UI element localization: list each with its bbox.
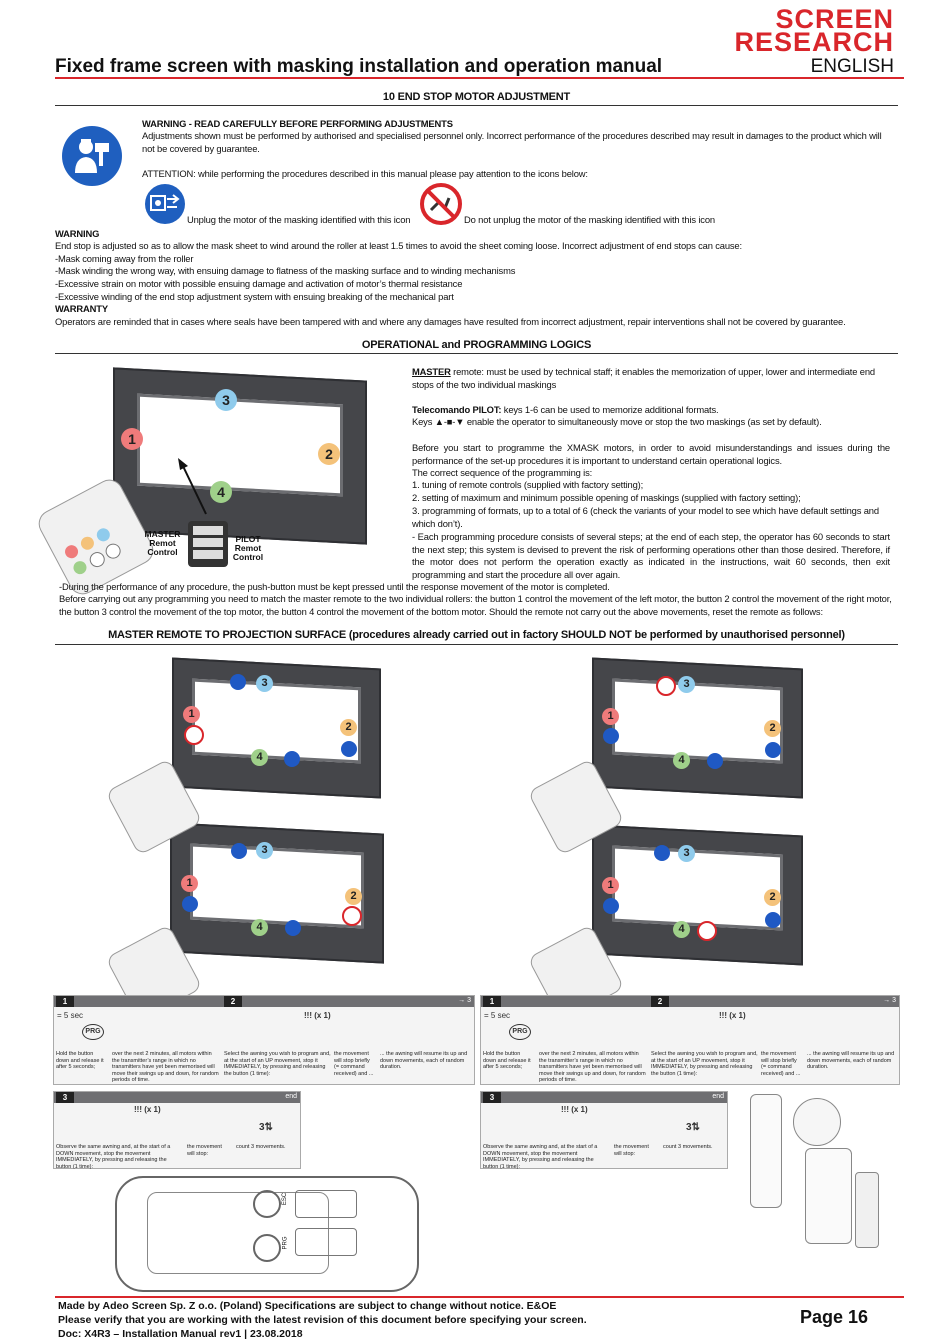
- section-rule: [55, 105, 898, 106]
- d3-badge-2: 2: [345, 888, 362, 905]
- master-remote-rule: [55, 644, 898, 645]
- step-3-label: 3: [56, 1092, 74, 1103]
- logics-title: OPERATIONAL and PROGRAMMING LOGICS: [361, 339, 592, 351]
- motor-unplug-icon: [707, 753, 723, 769]
- end-label: end: [712, 1093, 724, 1100]
- header-divider: [55, 77, 904, 79]
- document-title: Fixed frame screen with masking installation and operation manual: [55, 56, 663, 77]
- goto-step-3: → 3: [458, 997, 471, 1004]
- d1-do-not-unplug-icon: [184, 725, 204, 745]
- motor-unplug-icon: [285, 920, 301, 936]
- remote-key-2: [79, 534, 97, 552]
- master-text: remote: must be used by technical staff; it enables the memorization of upper, lower and intermediate end stops of the two individual maskings: [412, 366, 875, 390]
- d2-badge-4: 4: [673, 752, 690, 769]
- press-once-label: !!! (x 1): [134, 1105, 161, 1114]
- remote-side-image: [750, 1094, 782, 1208]
- before-programming-text: Before carrying out any programming you need to match the master remote to the two individual rollers: the button 1 control the movement of the left motor, the button 2 control the movement of the right motor, the button 3 control the movement of the top motor, the button 4 control the movement of the bottom motor. Should the remote not carry out the above movements, reset the remote as follows:: [59, 593, 892, 617]
- d4-badge-3: 3: [678, 845, 695, 862]
- d1-badge-1: 1: [183, 706, 200, 723]
- step-3-label: 3: [483, 1092, 501, 1103]
- step1-caption-b: over the next 2 minutes, all motors within the transmitter’s range in which no transmitters have yet been memorised will move their swings up and down, for random periods of time.: [112, 1051, 219, 1083]
- motor-unplug-icon: [341, 741, 357, 757]
- step2-caption-c: ... the awning will resume its up and down movements, each of random duration.: [807, 1051, 895, 1070]
- unplug-motor-icon: [143, 183, 187, 225]
- motor-badge-2: 2: [318, 443, 340, 465]
- remote-key-1: [63, 543, 81, 561]
- remote-clip-detail: [793, 1098, 841, 1146]
- language-label: ENGLISH: [810, 56, 894, 77]
- sequence-3: 3. programming of formats, up to a total of 6 (check the variants of your model to see which have default settings and which don’t).: [412, 505, 879, 529]
- warning-text: Adjustments shown must be performed by authorised and specialised personnel only. Incorrect performance of the procedures described may result in damages to the product which will not be covered by guarantee.: [142, 130, 882, 154]
- step-1-label: 1: [56, 996, 74, 1007]
- warranty-text: Operators are reminded that in cases where seals have been tampered with and where any damages have resulted from incorrect adjustment, repair interventions shall not be covered by guarantee.: [55, 316, 846, 327]
- warning2-intro: End stop is adjusted so as to allow the mask sheet to wind around the roller at least 1.5 times to avoid the sheet coming loose. Incorrect adjustment of end stops can cause:: [55, 240, 742, 251]
- motor-unplug-icon: [765, 912, 781, 928]
- logics-rule: [55, 353, 898, 354]
- each-step-text: - Each programming procedure consists of several steps; at the end of each step, the operator has 60 seconds to start the next step; this system is devised to prevent the risk of performing operations other than those desired. Therefore, if the motor does not perform the operation exactly as indicated in the instructions, wait 60 seconds, then exit programming and start the procedure all over again.: [412, 531, 890, 580]
- step-strip-3-left: [53, 1091, 301, 1169]
- motor-unplug-icon: [230, 674, 246, 690]
- five-seconds-label: = 5 sec: [484, 1011, 511, 1020]
- step1-caption-b: over the next 2 minutes, all motors within the transmitter’s range in which no transmitters have yet been memorised will move their swings up and down, for random periods of time.: [539, 1051, 646, 1083]
- motor-unplug-icon: [765, 742, 781, 758]
- press-once-label: !!! (x 1): [304, 1011, 331, 1020]
- master-paragraph: [412, 366, 890, 391]
- do-not-unplug-icon: [419, 182, 463, 226]
- d2-do-not-unplug-icon: [656, 676, 676, 696]
- step2-caption-a: Select the awning you wish to program and, at the start of an UP movement, stop it IMMEDIATELY, by pressing and releasing the button (1 time):: [651, 1051, 758, 1077]
- goto-step-3: → 3: [883, 997, 896, 1004]
- motor-unplug-icon: [603, 898, 619, 914]
- warranty-heading: WARRANTY: [55, 303, 108, 314]
- step2-caption-a: Select the awning you wish to program and, at the start of an UP movement, stop it IMMEDIATELY, by pressing and releasing the button (1 time):: [224, 1051, 331, 1077]
- sequence-text: The correct sequence of the programming is:: [412, 467, 593, 478]
- step3-caption-b: the movement will stop:: [187, 1144, 222, 1157]
- five-seconds-label: = 5 sec: [57, 1011, 84, 1020]
- step-strip-1-2-left: [53, 995, 475, 1085]
- pilot-remote-image: [188, 521, 228, 567]
- master-remote-title: MASTER REMOTE TO PROJECTION SURFACE (procedures already carried out in factory SHOULD NOT be performed by unauthorised personnel): [108, 629, 845, 641]
- page-number: Page 16: [799, 1307, 868, 1327]
- d1-badge-2: 2: [340, 719, 357, 736]
- press-once-label: !!! (x 1): [719, 1011, 746, 1020]
- count-three-label: 3⇅: [686, 1122, 700, 1133]
- d3-do-not-unplug-icon: [342, 906, 362, 926]
- motor-badge-4: 4: [210, 481, 232, 503]
- attention-text: ATTENTION: while performing the procedures described in this manual please pay attention to the icons below:: [142, 168, 588, 179]
- during-procedure-text: -During the performance of any procedure, the push-button must be kept pressed until the response movement of the motor is completed.: [59, 581, 610, 592]
- d3-badge-3: 3: [256, 842, 273, 859]
- end-label: end: [285, 1093, 297, 1100]
- d3-badge-1: 1: [181, 875, 198, 892]
- battery-cover-image: [855, 1172, 879, 1248]
- step-2-label: 2: [651, 996, 669, 1007]
- motor-badge-1: 1: [121, 428, 143, 450]
- step3-caption-a: Observe the same awning and, at the start of a DOWN movement, stop the movement IMMEDIATELY, by pressing and releasing the button (1 time):: [483, 1144, 598, 1170]
- d4-badge-2: 2: [764, 889, 781, 906]
- pilot-text: keys 1-6 can be used to memorize additional formats.: [501, 404, 719, 415]
- step3-caption-b: the movement will stop:: [614, 1144, 649, 1157]
- pilot-remote-label: PILOT Remot Control: [232, 534, 264, 562]
- step-strip-1-2-right: [480, 995, 900, 1085]
- step2-caption-c: ... the awning will resume its up and down movements, each of random duration.: [380, 1051, 468, 1070]
- d3-badge-4: 4: [251, 919, 268, 936]
- d1-badge-3: 3: [256, 675, 273, 692]
- footer-line-2: Please verify that you are working with the latest revision of this document before specifying your screen.: [58, 1314, 587, 1326]
- prg-button-icon: PRG: [82, 1024, 104, 1040]
- prg-button-icon: PRG: [509, 1024, 531, 1040]
- d4-badge-4: 4: [673, 921, 690, 938]
- d2-badge-2: 2: [764, 720, 781, 737]
- worker-warning-icon: [61, 125, 123, 187]
- step1-caption-a: Hold the button down and release it after 5 seconds;: [56, 1051, 104, 1070]
- motor-unplug-icon: [284, 751, 300, 767]
- bullet-4: -Excessive winding of the end stop adjustment system with ensuing breaking of the mechanical part: [55, 291, 454, 302]
- step-1-label: 1: [483, 996, 501, 1007]
- motor-unplug-icon: [182, 896, 198, 912]
- keys-text: Keys ▲-■-▼ enable the operator to simultaneously move or stop the two maskings (as set by default).: [412, 416, 822, 427]
- footer-divider: [55, 1296, 904, 1298]
- remote-key-6: [103, 541, 123, 561]
- brand-logo: [734, 4, 894, 57]
- prg-button-label: PRG: [282, 1236, 289, 1250]
- motor-unplug-icon: [603, 728, 619, 744]
- step2-caption-b: the movement will stop briefly (= command received) and ...: [761, 1051, 801, 1077]
- footer-line-1: Made by Adeo Screen Sp. Z o.o. (Poland) Specifications are subject to change without notice. E&OE: [58, 1300, 557, 1312]
- sequence-2: 2. setting of maximum and minimum possible opening of maskings (supplied with factory setting);: [412, 492, 801, 503]
- step3-caption-c: count 3 movements.: [236, 1144, 286, 1150]
- esc-button-label: ESC: [282, 1192, 289, 1206]
- remote-key-5: [87, 549, 107, 569]
- step1-caption-a: Hold the button down and release it after 5 seconds;: [483, 1051, 531, 1070]
- remote-back-diagram: [115, 1176, 419, 1292]
- remote-key-4: [71, 559, 89, 577]
- warning-heading: WARNING - READ CAREFULLY BEFORE PERFORMING ADJUSTMENTS: [142, 118, 453, 129]
- remote-open-image: [805, 1148, 852, 1244]
- sequence-1: 1. tuning of remote controls (supplied with factory setting);: [412, 479, 644, 490]
- bullet-2: -Mask winding the wrong way, with ensuing damage to flatness of the masking surface and to winding mechanisms: [55, 265, 516, 276]
- footer-line-3: Doc: X4R3 – Installation Manual rev1 | 23.08.2018: [58, 1328, 303, 1340]
- warning2-heading: WARNING: [55, 228, 100, 239]
- d4-badge-1: 1: [602, 877, 619, 894]
- bullet-1: -Mask coming away from the roller: [55, 253, 194, 264]
- d4-do-not-unplug-icon: [697, 921, 717, 941]
- master-word: MASTER: [412, 366, 451, 377]
- motor-unplug-icon: [231, 843, 247, 859]
- unplug-icon-label: Unplug the motor of the masking identified with this icon: [187, 214, 411, 225]
- direction-arrow-icon: [172, 456, 212, 516]
- master-remote-label: MASTER Remot Control: [144, 529, 181, 557]
- do-not-unplug-icon-label: Do not unplug the motor of the masking identified with this icon: [464, 214, 715, 225]
- step3-caption-a: Observe the same awning and, at the start of a DOWN movement, stop the movement IMMEDIATELY, by pressing and releasing the button (1 time):: [56, 1144, 171, 1170]
- before-start-text: Before you start to programme the XMASK motors, in order to avoid misunderstandings and issues during the performance of the set-up procedures it is important to understand certain operational logics.: [412, 442, 890, 466]
- logo-line1: SCREEN: [775, 4, 894, 34]
- pilot-word: Telecomando PILOT:: [412, 404, 502, 415]
- step-2-label: 2: [224, 996, 242, 1007]
- logo-line2: RESEARCH: [734, 27, 894, 57]
- press-once-label: !!! (x 1): [561, 1105, 588, 1114]
- motor-unplug-icon: [654, 845, 670, 861]
- step-strip-3-right: [480, 1091, 728, 1169]
- step2-caption-b: the movement will stop briefly (= command received) and ...: [334, 1051, 374, 1077]
- d1-badge-4: 4: [251, 749, 268, 766]
- bullet-3: -Excessive strain on motor with possible ensuing damage and activation of motor’s thermal resistance: [55, 278, 463, 289]
- remote-key-3: [95, 526, 113, 544]
- d2-badge-1: 1: [602, 708, 619, 725]
- count-three-label: 3⇅: [259, 1122, 273, 1133]
- d2-badge-3: 3: [678, 676, 695, 693]
- motor-badge-3: 3: [215, 389, 237, 411]
- section-title: 10 END STOP MOTOR ADJUSTMENT: [382, 91, 571, 103]
- step3-caption-c: count 3 movements.: [663, 1144, 713, 1150]
- pilot-paragraph: [412, 404, 890, 417]
